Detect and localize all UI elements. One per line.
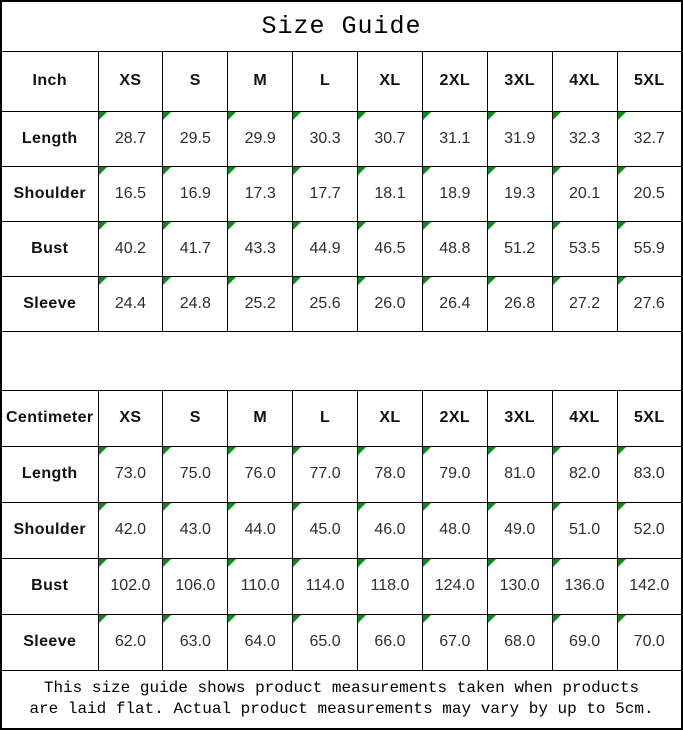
size-header-cell: 2XL xyxy=(422,390,487,446)
measurement-value: 20.5 xyxy=(617,166,682,221)
size-header-cell: 2XL xyxy=(422,51,487,111)
size-header-cell: 5XL xyxy=(617,390,682,446)
measurement-value: 26.8 xyxy=(487,276,552,331)
measurement-value: 26.0 xyxy=(358,276,423,331)
measurement-value: 53.5 xyxy=(552,221,617,276)
measurement-value: 17.7 xyxy=(293,166,358,221)
table-row xyxy=(1,558,682,614)
measurement-value: 82.0 xyxy=(552,446,617,502)
measurement-value: 76.0 xyxy=(228,446,293,502)
table-row xyxy=(1,276,682,331)
measurement-value: 102.0 xyxy=(98,558,163,614)
size-header-cell: 3XL xyxy=(487,390,552,446)
footer-note xyxy=(1,670,682,729)
measurement-value: 18.1 xyxy=(358,166,423,221)
measurement-label: Bust xyxy=(1,558,98,614)
table-row xyxy=(1,446,682,502)
measurement-value: 110.0 xyxy=(228,558,293,614)
footer-note-line1: This size guide shows product measurements taken when products xyxy=(43,679,640,698)
measurement-value: 68.0 xyxy=(487,614,552,670)
centimeter-header-row xyxy=(1,390,682,446)
size-header-cell: XL xyxy=(358,51,423,111)
size-header-cell: XS xyxy=(98,390,163,446)
measurement-value: 78.0 xyxy=(358,446,423,502)
size-header-cell: 3XL xyxy=(487,51,552,111)
measurement-value: 142.0 xyxy=(617,558,682,614)
measurement-label: Bust xyxy=(1,221,98,276)
measurement-value: 44.9 xyxy=(293,221,358,276)
measurement-value: 69.0 xyxy=(552,614,617,670)
measurement-value: 20.1 xyxy=(552,166,617,221)
size-header-cell: 4XL xyxy=(552,51,617,111)
measurement-value: 118.0 xyxy=(358,558,423,614)
size-header-cell: S xyxy=(163,390,228,446)
unit-label-inch: Inch xyxy=(1,51,98,111)
size-header-cell: 5XL xyxy=(617,51,682,111)
measurement-value: 18.9 xyxy=(422,166,487,221)
measurement-value: 79.0 xyxy=(422,446,487,502)
size-header-cell: 4XL xyxy=(552,390,617,446)
measurement-value: 106.0 xyxy=(163,558,228,614)
size-header-cell: L xyxy=(293,390,358,446)
table-row xyxy=(1,111,682,166)
measurement-value: 24.4 xyxy=(98,276,163,331)
measurement-value: 40.2 xyxy=(98,221,163,276)
measurement-value: 130.0 xyxy=(487,558,552,614)
measurement-value: 63.0 xyxy=(163,614,228,670)
measurement-value: 16.9 xyxy=(163,166,228,221)
spacer-row xyxy=(1,331,682,390)
measurement-value: 24.8 xyxy=(163,276,228,331)
measurement-value: 65.0 xyxy=(293,614,358,670)
spacer-cell xyxy=(1,331,682,390)
measurement-value: 45.0 xyxy=(293,502,358,558)
measurement-value: 75.0 xyxy=(163,446,228,502)
measurement-label: Sleeve xyxy=(1,276,98,331)
footer-note-line2: are laid flat. Actual product measurements may vary by up to 5cm. xyxy=(29,700,654,719)
measurement-value: 51.2 xyxy=(487,221,552,276)
measurement-value: 66.0 xyxy=(358,614,423,670)
measurement-value: 32.7 xyxy=(617,111,682,166)
measurement-value: 46.0 xyxy=(358,502,423,558)
measurement-label: Shoulder xyxy=(1,502,98,558)
measurement-value: 27.6 xyxy=(617,276,682,331)
measurement-value: 52.0 xyxy=(617,502,682,558)
measurement-value: 17.3 xyxy=(228,166,293,221)
measurement-value: 42.0 xyxy=(98,502,163,558)
measurement-value: 55.9 xyxy=(617,221,682,276)
title-row xyxy=(1,1,682,51)
size-header-cell: L xyxy=(293,51,358,111)
inch-header-row xyxy=(1,51,682,111)
unit-label-centimeter: Centimeter xyxy=(1,390,98,446)
measurement-value: 31.9 xyxy=(487,111,552,166)
measurement-value: 29.9 xyxy=(228,111,293,166)
measurement-value: 51.0 xyxy=(552,502,617,558)
measurement-value: 46.5 xyxy=(358,221,423,276)
size-header-cell: M xyxy=(228,51,293,111)
measurement-value: 43.0 xyxy=(163,502,228,558)
measurement-value: 25.2 xyxy=(228,276,293,331)
measurement-value: 16.5 xyxy=(98,166,163,221)
measurement-value: 19.3 xyxy=(487,166,552,221)
measurement-value: 27.2 xyxy=(552,276,617,331)
measurement-label: Length xyxy=(1,111,98,166)
size-header-cell: XL xyxy=(358,390,423,446)
table-row xyxy=(1,166,682,221)
measurement-value: 41.7 xyxy=(163,221,228,276)
measurement-value: 49.0 xyxy=(487,502,552,558)
measurement-value: 30.7 xyxy=(358,111,423,166)
size-header-cell: S xyxy=(163,51,228,111)
measurement-value: 31.1 xyxy=(422,111,487,166)
measurement-value: 48.8 xyxy=(422,221,487,276)
measurement-value: 30.3 xyxy=(293,111,358,166)
measurement-value: 32.3 xyxy=(552,111,617,166)
measurement-label: Shoulder xyxy=(1,166,98,221)
measurement-value: 124.0 xyxy=(422,558,487,614)
size-header-cell: XS xyxy=(98,51,163,111)
table-row xyxy=(1,614,682,670)
measurement-value: 67.0 xyxy=(422,614,487,670)
measurement-value: 62.0 xyxy=(98,614,163,670)
table-row xyxy=(1,502,682,558)
measurement-value: 26.4 xyxy=(422,276,487,331)
measurement-value: 43.3 xyxy=(228,221,293,276)
size-header-cell: M xyxy=(228,390,293,446)
measurement-value: 83.0 xyxy=(617,446,682,502)
measurement-value: 114.0 xyxy=(293,558,358,614)
measurement-value: 77.0 xyxy=(293,446,358,502)
measurement-value: 44.0 xyxy=(228,502,293,558)
measurement-value: 70.0 xyxy=(617,614,682,670)
table-row xyxy=(1,221,682,276)
footer-row xyxy=(1,670,682,729)
measurement-value: 25.6 xyxy=(293,276,358,331)
measurement-label: Sleeve xyxy=(1,614,98,670)
measurement-value: 29.5 xyxy=(163,111,228,166)
measurement-value: 28.7 xyxy=(98,111,163,166)
measurement-value: 64.0 xyxy=(228,614,293,670)
page-title: Size Guide xyxy=(1,1,682,51)
measurement-value: 136.0 xyxy=(552,558,617,614)
measurement-label: Length xyxy=(1,446,98,502)
measurement-value: 73.0 xyxy=(98,446,163,502)
measurement-value: 81.0 xyxy=(487,446,552,502)
measurement-value: 48.0 xyxy=(422,502,487,558)
